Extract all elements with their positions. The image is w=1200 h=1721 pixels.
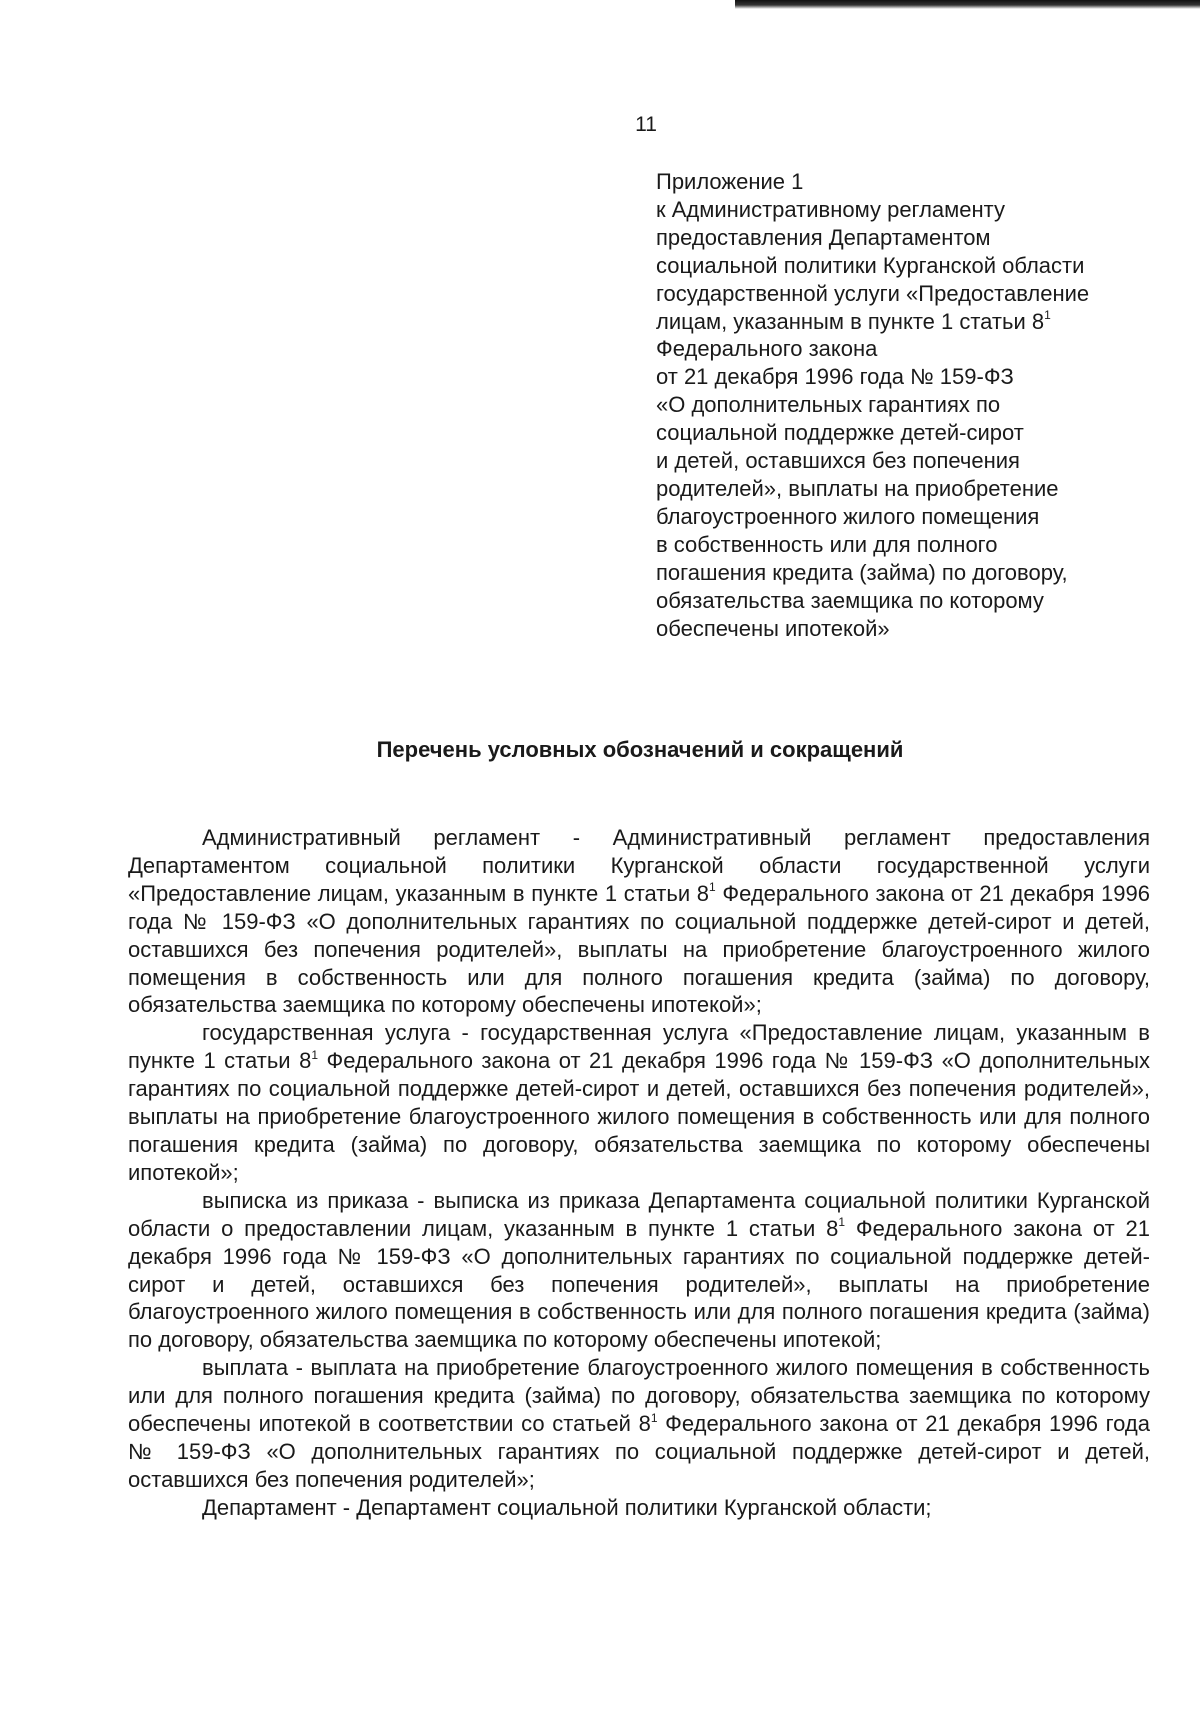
- appendix-line: Федерального закона: [656, 336, 878, 362]
- appendix-line: погашения кредита (займа) по договору,: [656, 559, 1068, 585]
- appendix-line: предоставления Департаментом: [656, 224, 991, 250]
- appendix-line: обеспечены ипотекой»: [656, 615, 890, 641]
- appendix-line: благоустроенного жилого помещения: [656, 503, 1040, 529]
- definition-paragraph: государственная услуга - государственная услуга «Предоставление лицам, указанным в пункте 1 статьи $8^1$ Федерального закона от 21 декабря 1996 года № 159-ФЗ «О дополнительных гарантиях по социальной поддержке детей-сирот и детей, оставшихся без попечения родителей», выплаты на приобретение благоустроенного жилого помещения в собственность или для полного погашения кредита (займа) по договору, обязательства заемщика по которому обеспечены ипотекой»;: [128, 1020, 1151, 1185]
- appendix-line: социальной поддержке детей-сирот: [656, 420, 1024, 446]
- appendix-line: родителей», выплаты на приобретение: [656, 475, 1059, 501]
- appendix-line: обязательства заемщика по которому: [656, 587, 1044, 613]
- definition-paragraph: выплата - выплата на приобретение благоустроенного жилого помещения в собственность или для полного погашения кредита (займа) по договору, обязательства заемщика по которому обеспечены ипотекой в соответствии со статьей $8^1$ Федерального закона от 21 декабря 1996 года № 159-ФЗ «О дополнительных гарантиях по социальной поддержке детей-сирот и детей, оставшихся без попечения родителей»;: [128, 1355, 1150, 1492]
- appendix-line: и детей, оставшихся без попечения: [656, 448, 1020, 474]
- appendix-header: [656, 168, 1176, 642]
- appendix-line: в собственность или для полного: [656, 531, 998, 557]
- definition-paragraph: выписка из приказа - выписка из приказа Департамента социальной политики Курганской области о предоставлении лицам, указанным в пункте 1 статьи $8^1$ Федерального закона от 21 декабря 1996 года № 159-ФЗ «О дополнительных гарантиях по социальной поддержке детей-сирот и детей, оставшихся без попечения родителей», выплаты на приобретение благоустроенного жилого помещения в собственность или для полного погашения кредита (займа) по договору, обязательства заемщика по которому обеспечены ипотекой;: [128, 1187, 1150, 1353]
- appendix-line: лицам, указанным в пункте 1 статьи $8^1$: [656, 308, 1051, 334]
- appendix-line: государственной услуги «Предоставление: [656, 280, 1090, 306]
- appendix-line: социальной политики Курганской области: [656, 252, 1085, 278]
- appendix-line: Приложение 1: [656, 169, 804, 194]
- definition-paragraph: Департамент - Департамент социальной политики Курганской области;: [202, 1494, 932, 1520]
- page-number: 11: [635, 113, 657, 136]
- definitions-list: [128, 824, 1150, 1522]
- scan-edge-mark: [735, 0, 1200, 9]
- appendix-line: от 21 декабря 1996 года № 159-ФЗ: [656, 364, 1014, 390]
- appendix-line: к Административному регламенту: [656, 196, 1006, 222]
- appendix-line: «О дополнительных гарантиях по: [656, 392, 1001, 418]
- definition-paragraph: Административный регламент - Административный регламент предоставления Департаментом социальной политики Курганской области государственной услуги «Предоставление лицам, указанным в пункте 1 статьи $8^1$ Федерального закона от 21 декабря 1996 года № 159-ФЗ «О дополнительных гарантиях по социальной поддержке детей-сирот и детей, оставшихся без попечения родителей», выплаты на приобретение благоустроенного жилого помещения в собственность или для полного погашения кредита (займа) по договору, обязательства заемщика по которому обеспечены ипотекой»;: [128, 825, 1150, 1018]
- document-title: Перечень условных обозначений и сокращений: [376, 737, 904, 762]
